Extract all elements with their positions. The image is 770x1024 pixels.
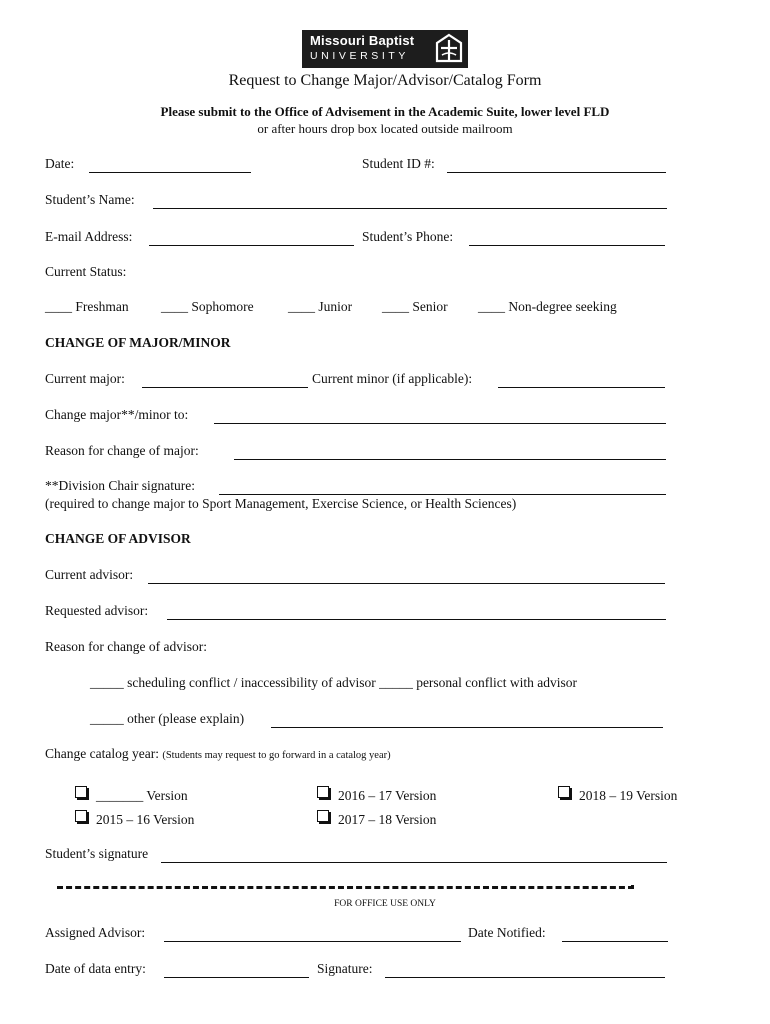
- date-label: Date:: [45, 156, 75, 171]
- status-freshman-label: Freshman: [75, 299, 129, 314]
- student-signature-label: Student’s signature: [45, 846, 149, 861]
- office-divider-end: [631, 885, 634, 888]
- cross-emblem-icon: [434, 33, 464, 65]
- catalog-2016-label: 2016 – 17 Version: [338, 788, 437, 803]
- email-label: E-mail Address:: [45, 229, 133, 244]
- logo-subname: UNIVERSITY: [310, 50, 410, 62]
- status-blank: ____: [161, 299, 188, 314]
- office-divider: [57, 886, 634, 889]
- form-title: Request to Change Major/Advisor/Catalog Form: [228, 72, 542, 89]
- status-non-degree[interactable]: [478, 299, 617, 315]
- catalog-2018-label: 2018 – 19 Version: [579, 788, 678, 803]
- catalog-2015-label: 2015 – 16 Version: [96, 812, 195, 827]
- student-name-label: Student’s Name:: [45, 192, 135, 207]
- student-name-field[interactable]: [153, 208, 667, 209]
- data-entry-date-label: Date of data entry:: [45, 961, 146, 976]
- division-chair-label: **Division Chair signature:: [45, 478, 195, 493]
- current-major-label: Current major:: [45, 371, 125, 386]
- catalog-2016-checkbox[interactable]: [317, 786, 329, 798]
- catalog-2017-checkbox[interactable]: [317, 810, 329, 822]
- student-id-label: Student ID #:: [362, 156, 435, 171]
- status-non-degree-label: Non-degree seeking: [508, 299, 617, 314]
- advisor-reason-other-field[interactable]: [271, 727, 663, 728]
- current-advisor-field[interactable]: [148, 583, 665, 584]
- catalog-2018-checkbox[interactable]: [558, 786, 570, 798]
- status-senior[interactable]: [382, 299, 448, 315]
- submit-instructions: Please submit to the Office of Advisement in the Academic Suite, lower level FLD: [160, 104, 610, 119]
- division-chair-note: (required to change major to Sport Management, Exercise Science, or Health Sciences): [45, 496, 517, 511]
- current-major-field[interactable]: [142, 387, 308, 388]
- status-blank: ____: [45, 299, 72, 314]
- major-reason-label: Reason for change of major:: [45, 443, 199, 458]
- requested-advisor-field[interactable]: [167, 619, 666, 620]
- date-field[interactable]: [89, 172, 251, 173]
- catalog-year-label: [45, 746, 391, 762]
- catalog-year-note: (Students may request to go forward in a catalog year): [162, 750, 391, 761]
- office-signature-label: Signature:: [317, 961, 373, 976]
- catalog-other-checkbox[interactable]: [75, 786, 87, 798]
- university-logo: [302, 30, 468, 68]
- change-major-field[interactable]: [214, 423, 666, 424]
- change-major-label: Change major**/minor to:: [45, 407, 189, 422]
- current-advisor-label: Current advisor:: [45, 567, 134, 582]
- logo-name: Missouri Baptist: [310, 33, 415, 48]
- catalog-2017-label: 2017 – 18 Version: [338, 812, 437, 827]
- date-notified-label: Date Notified:: [468, 925, 546, 940]
- advisor-reason-other[interactable]: _____ other (please explain): [90, 711, 245, 726]
- advisor-reason-options[interactable]: _____ scheduling conflict / inaccessibility of advisor _____ personal conflict with advisor: [90, 675, 578, 690]
- catalog-2015-checkbox[interactable]: [75, 810, 87, 822]
- student-id-field[interactable]: [447, 172, 666, 173]
- phone-field[interactable]: [469, 245, 665, 246]
- catalog-year-label-text: Change catalog year:: [45, 746, 159, 761]
- status-sophomore-label: Sophomore: [191, 299, 254, 314]
- data-entry-date-field[interactable]: [164, 977, 309, 978]
- status-sophomore[interactable]: [161, 299, 254, 315]
- dropbox-instructions: or after hours drop box located outside mailroom: [257, 121, 513, 136]
- current-minor-field[interactable]: [498, 387, 665, 388]
- status-blank: ____: [288, 299, 315, 314]
- phone-label: Student’s Phone:: [362, 229, 454, 244]
- current-minor-label: Current minor (if applicable):: [312, 371, 473, 386]
- assigned-advisor-field[interactable]: [164, 941, 461, 942]
- division-chair-signature-field[interactable]: [219, 494, 666, 495]
- email-field[interactable]: [149, 245, 354, 246]
- major-reason-field[interactable]: [234, 459, 666, 460]
- assigned-advisor-label: Assigned Advisor:: [45, 925, 146, 940]
- major-section-heading: CHANGE OF MAJOR/MINOR: [45, 335, 231, 350]
- status-junior[interactable]: [288, 299, 352, 315]
- student-signature-field[interactable]: [161, 862, 667, 863]
- status-junior-label: Junior: [318, 299, 353, 314]
- catalog-other-label: _______ Version: [96, 788, 188, 803]
- status-senior-label: Senior: [412, 299, 448, 314]
- status-blank: ____: [382, 299, 409, 314]
- advisor-section-heading: CHANGE OF ADVISOR: [45, 531, 191, 546]
- requested-advisor-label: Requested advisor:: [45, 603, 149, 618]
- office-use-heading: FOR OFFICE USE ONLY: [334, 899, 436, 909]
- date-notified-field[interactable]: [562, 941, 668, 942]
- current-status-label: Current Status:: [45, 264, 127, 279]
- office-signature-field[interactable]: [385, 977, 665, 978]
- advisor-reason-label: Reason for change of advisor:: [45, 639, 207, 654]
- status-blank: ____: [478, 299, 505, 314]
- status-freshman[interactable]: [45, 299, 129, 315]
